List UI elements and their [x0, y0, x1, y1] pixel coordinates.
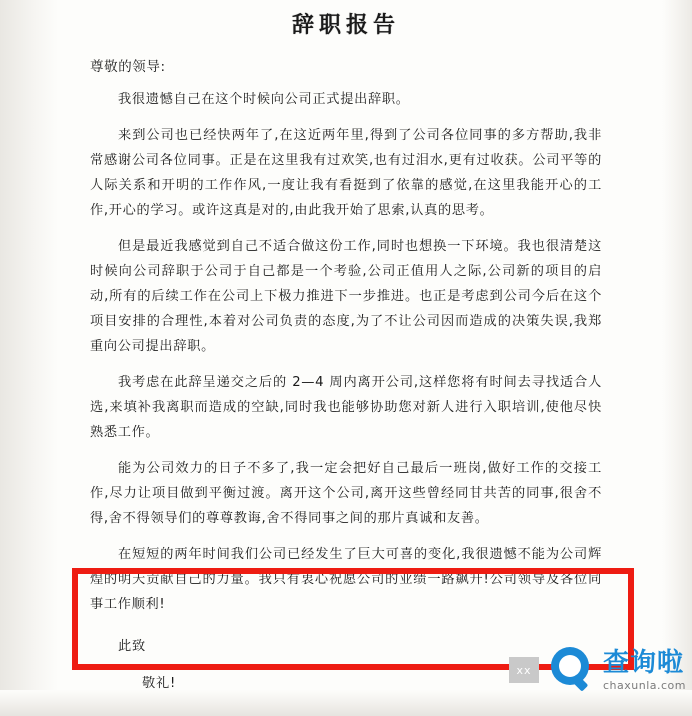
watermark-text [603, 647, 686, 692]
paragraph-1: 我很遗憾自己在这个时候向公司正式提出辞职。 [118, 92, 410, 107]
watermark-brand-name: 查询啦 [603, 647, 685, 678]
document-body [90, 8, 602, 691]
paragraph-2: 来到公司也已经快两年了,在这近两年里,得到了公司各位同事的多方帮助,我非常感谢公司各位同事。正是在这里我有过欢笑,也有过泪水,更有过收获。公司平等的人际关系和开明的工作作风,一度让我有看挺到了依靠的感觉,在这里我能开心的工作,开心的学习。或许这真是对的,由此我开始了思索,认真的思考。 [90, 128, 602, 218]
paragraph-3: 但是最近我感觉到自己不适合做这份工作,同时也想换一下环境。我也很清楚这时候向公司辞职于公司于自己都是一个考验,公司正值用人之际,公司新的项目的启动,所有的后续工作在公司上下极力推进下一步推进。也正是考虑到公司今后在这个项目安排的合理性,本着对公司负责的态度,为了不让公司因而造成的决策失误,我郑重向公司提出辞职。 [90, 239, 602, 354]
page-title: 辞职报告 [291, 12, 400, 38]
paragraph-4: 我考虑在此辞呈递交之后的 2—4 周内离开公司,这样您将有时间去寻找适合人选,来填补我离职而造成的空缺,同时我也能够协助您对新人进行入职培训,使他尽快熟悉工作。 [90, 375, 602, 440]
salutation: 尊敬的领导: [90, 59, 166, 75]
watermark-url: chaxunla.com [603, 678, 686, 692]
page-edge-left-shadow [0, 0, 58, 716]
watermark-badge: xx [509, 657, 539, 683]
paragraph-5: 能为公司效力的日子不多了,我一定会把好自己最后一班岗,做好工作的交接工作,尽力让项目做到平衡过渡。离开这个公司,离开这些曾经同甘共苦的同事,很舍不得,舍不得领导们的尊尊教诲,舍不得同事之间的那片真诚和友善。 [90, 461, 602, 526]
search-magnifier-icon [547, 644, 599, 696]
page-edge-right-shadow [662, 0, 692, 716]
closing-line-2: 敬礼! [142, 676, 177, 691]
watermark [509, 644, 686, 696]
closing-line-1: 此致 [118, 639, 146, 654]
paragraph-6: 在短短的两年时间我们公司已经发生了巨大可喜的变化,我很遗憾不能为公司辉煌的明天贡献自己的力量。我只有衷心祝愿公司的业绩一路飙升!公司领导及各位同事工作顺利! [90, 547, 602, 612]
